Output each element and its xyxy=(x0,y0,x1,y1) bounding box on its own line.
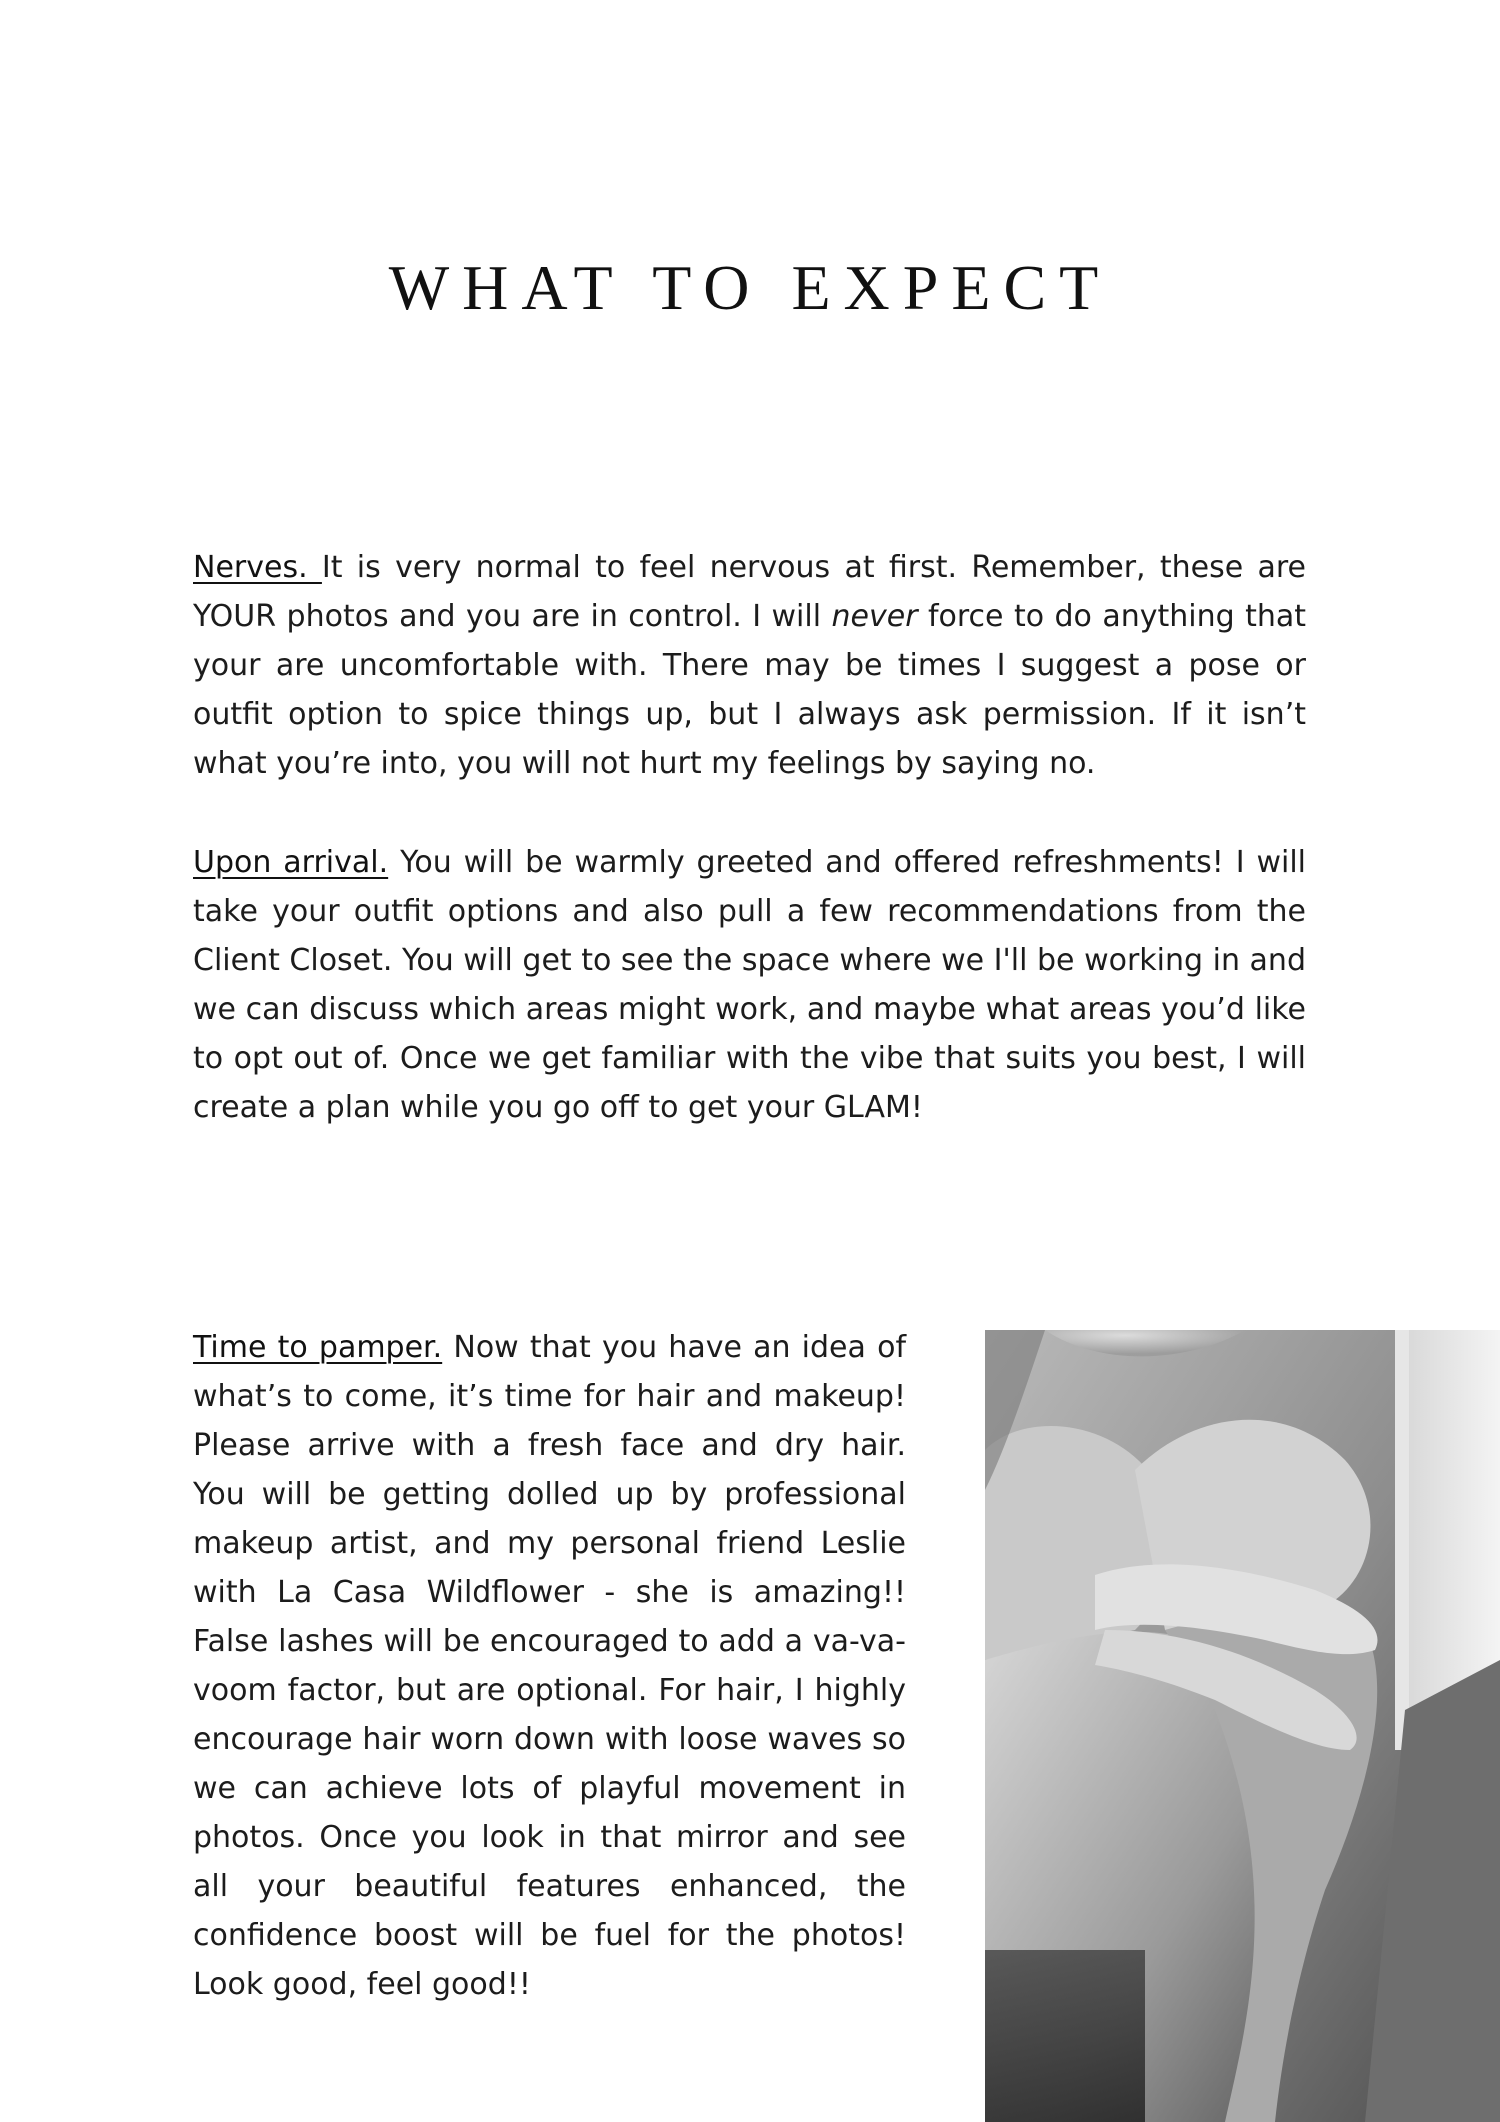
boudoir-photo-illustration xyxy=(985,1330,1500,2122)
section-nerves-heading: Nerves. xyxy=(193,550,322,585)
section-arrival-heading: Upon arrival. xyxy=(193,845,389,880)
section-arrival-text: You will be warmly greeted and offered refreshments! I will take your outfit options and also pull a few recommendations from the Client Closet. You will get to see the space where we I'll be working in and we can discuss which areas might work, and maybe what areas you’d like to opt out of. Once we get familiar with the vibe that suits you best, I will create a plan while you go off to get your GLAM! xyxy=(193,845,1306,1125)
section-nerves-emphasis: never xyxy=(831,599,918,634)
section-pamper-heading: Time to pamper. xyxy=(193,1330,443,1365)
section-nerves xyxy=(193,543,1306,788)
page-title: WHAT TO EXPECT xyxy=(388,251,1112,323)
section-nerves-text-b: force to do anything that your are uncomfortable with. There may be times I suggest a pose or outfit option to spice things up, but I always ask permission. If it isn’t what you’re into, you will not hurt my feelings by saying no. xyxy=(193,599,1306,781)
section-arrival xyxy=(193,838,1306,1132)
section-pamper-text: Now that you have an idea of what’s to come, it’s time for hair and makeup! Please arrive with a fresh face and dry hair. You will be getting dolled up by professional makeup artist, and my personal friend Leslie with La Casa Wildflower - she is amazing!! False lashes will be encouraged to add a va-va-voom factor, but are optional. For hair, I highly encourage hair worn down with loose waves so we can achieve lots of playful movement in photos. Once you look in that mirror and see all your beautiful features enhanced, the confidence boost will be fuel for the photos! Look good, feel good!! xyxy=(193,1330,907,2002)
section-pamper xyxy=(193,1323,906,2009)
section-nerves-text-a: It is very normal to feel nervous at first. Remember, these are YOUR photos and you are in control. I will xyxy=(193,550,1306,634)
boudoir-photo xyxy=(985,1330,1500,2122)
